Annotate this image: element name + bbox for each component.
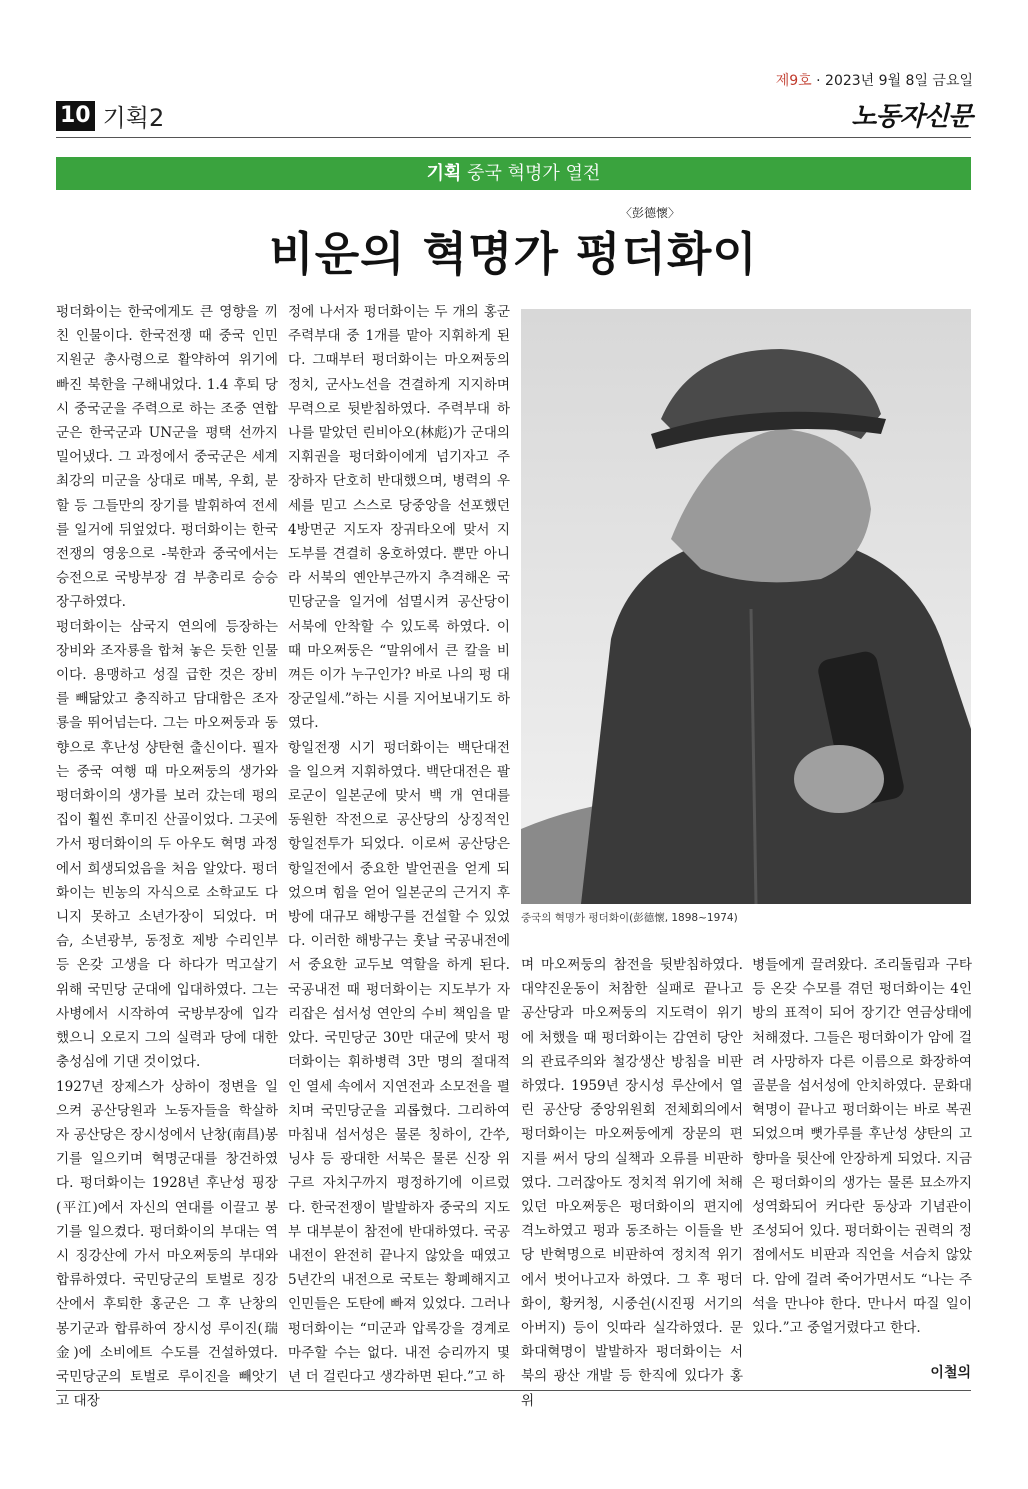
issue-line (776, 70, 973, 90)
headline-hanja: 〈彭德懷〉 (620, 206, 681, 220)
paragraph: 정에 나서자 펑더화이는 두 개의 홍군 주력부대 중 1개를 맡아 지휘하게 된다. 그때부터 펑더화이는 마오쩌둥의 정치, 군사노선을 견결하게 지지하며 무력으로 뒷받침하였다. 주력부대 하나를 맡았던 린비아오(林彪)가 군대의 지휘권을 펑더화이에게 넘기자고 주장하자 단호히 반대했으며, 병력의 우세를 믿고 스스로 당중앙을 선포했던 4방면군 지도자 장궈타오에 맞서 지도부를 견결히 옹호하였다. 뿐만 아니라 서북의 옌안부근까지 추격해온 국민당군을 일거에 섬멸시켜 공산당이 서북에 안착할 수 있도록 하였다. 이때 마오쩌둥은 “말위에서 큰 칼을 비껴든 이가 누구인가? 바로 나의 펑 대장군일세.”하는 시를 지어보내기도 하였다. (288, 304, 510, 732)
series-banner (56, 157, 971, 190)
paragraph: 며 마오쩌둥의 참전을 뒷받침하였다. 대약진운동이 처참한 실패로 끝나고 공산당과 마오쩌둥의 지도력이 위기에 처했을 때 펑더화이는 감연히 당안의 관료주의와 철강생산 방침을 비판하였다. 1959년 장시성 루산에서 열린 공산당 중앙위원회 전체회의에서 펑더화이는 마오쩌둥에게 장문의 편지를 써서 당의 실책과 오류를 비판하였다. 그러잖아도 정치적 위기에 처해있던 마오쩌둥은 펑더화이의 편지에 격노하였고 펑과 동조하는 이들을 반당 반혁명으로 비판하여 정치적 위기에서 벗어나고자 하였다. 그 후 펑더화이, 황커청, 시중쉰(시진핑 서기의 아버지) 등이 잇따라 실각하였다. 문화대혁명이 발발하자 펑더화이는 서북의 광산 개발 등 한직에 있다가 홍위 (521, 957, 743, 1409)
article-column-2 (288, 300, 510, 1389)
footer-divider (56, 1390, 971, 1391)
portrait-photo (521, 309, 971, 904)
header-divider (56, 137, 971, 138)
page-header (56, 98, 164, 133)
paragraph: 병들에게 끌려왔다. 조리돌림과 구타 등 온갖 수모를 겪던 펑더화이는 4인방의 표적이 되어 장기간 연금상태에 처해졌다. 그들은 펑더화이가 암에 걸려 사망하자 다른 이름으로 화장하여 골분을 섬서성에 안치하였다. 문화대혁명이 끝나고 펑더화이는 바로 복권되었으며 뼛가루를 후난성 샹탄의 고향마을 뒷산에 안장하게 되었다. 지금은 펑더화이의 생가는 물론 묘소까지 성역화되어 커다란 동상과 기념관이 조성되어 있다. 펑더화이는 권력의 정점에서도 비판과 직언을 서슴치 않았다. 암에 걸려 죽어가면서도 “나는 주석을 만나야 한다. 만나서 따질 일이 있다.”고 중얼거렸다고 한다. (752, 957, 972, 1337)
photo-caption: 중국의 혁명가 펑더화이(彭德懷, 1898~1974) (521, 912, 738, 924)
banner-series: 중국 혁명가 열전 (461, 163, 601, 184)
paragraph: 항일전쟁 시기 펑더화이는 백단대전을 일으켜 지휘하였다. 백단대전은 팔로군이 일본군에 맞서 백 개 연대를 동원한 작전으로 공산당의 상징적인 항일전투가 되었다. 이로써 공산당은 항일전에서 중요한 발언권을 얻게 되었으며 힘을 얻어 일본군의 근거지 후방에 대규모 해방구를 건설할 수 있었다. 이러한 해방구는 훗날 국공내전에서 중요한 교두보 역할을 하게 된다. 국공내전 때 펑더화이는 지도부가 자리잡은 섬서성 연안의 수비 책임을 맡았다. 국민당군 30만 대군에 맞서 펑더화이는 휘하병력 3만 명의 절대적인 열세 속에서 지연전과 소모전을 펼치며 국민당군을 괴롭혔다. 그리하여 마침내 섬서성은 물론 칭하이, 간쑤, 닝샤 등 광대한 서북은 물론 신장 위구르 자치구까지 평정하기에 이르렀다. 한국전쟁이 발발하자 중국의 지도부 대부분이 참전에 반대하였다. 국공내전이 완전히 끝나지 않았을 때였고 5년간의 내전으로 국토는 황폐해지고 인민들은 도탄에 빠져 있었다. 그러나 펑더화이는 “미군과 압록강을 경계로 마주할 수는 없다. 내전 승리까지 몇 년 더 걸린다고 생각하면 된다.”고 하 (288, 739, 510, 1385)
headline: 비운의 혁명가 펑더화이 (269, 227, 758, 281)
article-column-3 (521, 953, 743, 1413)
newspaper-logo: 노동자신문 (851, 102, 972, 132)
author-byline: 이철의 (930, 1365, 971, 1381)
section-title: 기획2 (102, 104, 165, 132)
article-column-1 (56, 300, 278, 1413)
issue-number: 제9호 (775, 73, 812, 89)
paragraph: 펑더화이는 한국에게도 큰 영향을 끼친 인물이다. 한국전쟁 때 중국 인민지원군 총사령으로 활약하여 위기에 빠진 북한을 구해내었다. 1.4 후퇴 당시 중국군을 주력으로 하는 조중 연합군은 한국군과 UN군을 평택 선까지 밀어냈다. 그 과정에서 중국군은 세계 최강의 미군을 상대로 매복, 우회, 분할 등 그들만의 장기를 발휘하여 전세를 일거에 뒤엎었다. 펑더화이는 한국전쟁의 영웅으로 -북한과 중국에서는 승전으로 국방부장 겸 부총리로 승승장구하였다. (56, 304, 278, 611)
banner-label: 기획 (426, 163, 462, 184)
paragraph: 1927년 장제스가 상하이 정변을 일으켜 공산당원과 노동자들을 학살하자 공산당은 장시성에서 난창(南昌)봉기를 일으키며 혁명군대를 창건하였다. 펑더화이는 1928년 후난성 핑장(平江)에서 자신의 연대를 이끌고 봉기를 일으켰다. 펑더화이의 부대는 역시 징강산에 가서 마오쩌둥의 부대와 합류하였다. 국민당군의 토벌로 징강산에서 후퇴한 홍군은 그 후 난창의 봉기군과 합류하여 장시성 루이진(瑞金)에 소비에트 수도를 건설하였다. 국민당군의 토벌로 루이진을 빼앗기고 대장 (56, 1078, 278, 1410)
paragraph: 펑더화이는 삼국지 연의에 등장하는 장비와 조자룡을 합쳐 놓은 듯한 인물이다. 용맹하고 성질 급한 것은 장비를 빼닮았고 충직하고 담대함은 조자룡을 뛰어넘는다. 그는 마오쩌둥과 동향으로 후난성 샹탄현 출신이다. 필자는 중국 여행 때 마오쩌둥의 생가와 펑더화이의 생가를 보러 갔는데 펑의 집이 훨씬 후미진 산골이었다. 그곳에 가서 펑더화이의 두 아우도 혁명 과정에서 희생되었음을 처음 알았다. 펑더화이는 빈농의 자식으로 소학교도 다니지 못하고 소년가장이 되었다. 머슴, 소년광부, 동정호 제방 수리인부 등 온갖 고생을 다 하다가 먹고살기 위해 국민당 군대에 입대하였다. 그는 사병에서 시작하여 국방부장에 입각했으니 오로지 그의 실력과 당에 대한 충성심에 기댄 것이었다. (56, 618, 278, 1071)
article-column-4 (752, 953, 972, 1340)
page-number: 10 (56, 101, 95, 131)
issue-date: · 2023년 9월 8일 금요일 (811, 73, 973, 89)
